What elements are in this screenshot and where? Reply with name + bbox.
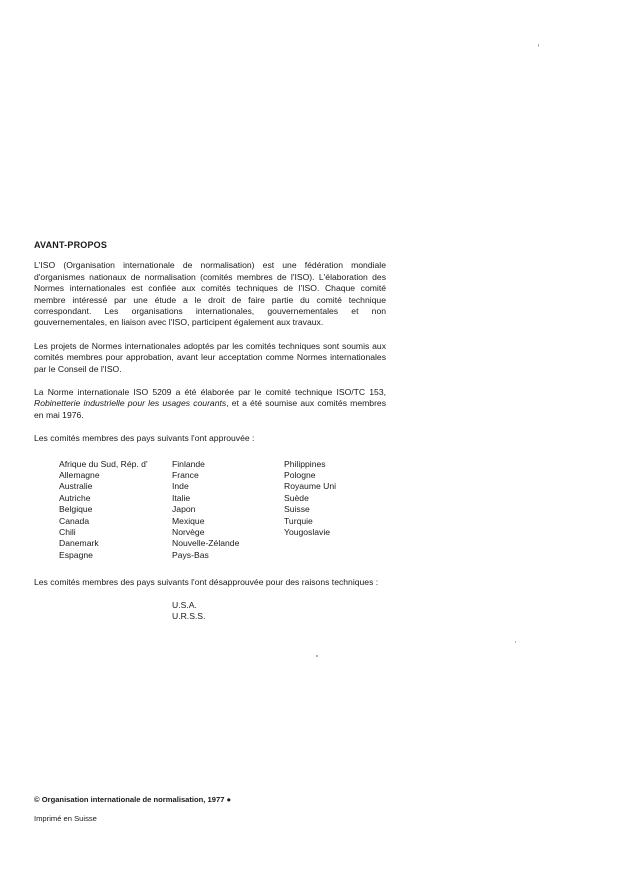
country-item: Danemark [59, 538, 99, 549]
country-item: Royaume Uni [284, 481, 337, 492]
approved-intro: Les comités membres des pays suivants l'ont approuvée : [34, 433, 255, 444]
country-item: Pays-Bas [172, 549, 209, 560]
country-item: Norvège [172, 527, 205, 538]
disapproved-countries-list [34, 600, 386, 640]
country-item: Chili [59, 527, 76, 538]
country-item: Japon [172, 504, 196, 515]
foreword-paragraph-iso: L'ISO (Organisation internationale de normalisation) est une fédération mondiale d'organismes nationaux de normalisation (comités membres de l'ISO). L'élaboration des Normes internationales est confiée aux comités techniques de l'ISO. Chaque comité membre intéressé par une étude a le droit de faire partie du comité technique correspondant. Les organisations internationales, gouvernementales et non gouvernementales, en liaison avec l'ISO, participent également aux travaux. [34, 260, 386, 328]
country-item: Pologne [284, 470, 316, 481]
foreword-paragraph-drafts: Les projets de Normes internationales adoptés par les comités techniques sont soumis aux comités membres pour approbation, avant leur acceptation comme Normes internationales par le Conseil de l'ISO. [34, 340, 386, 374]
country-item: Afrique du Sud, Rép. d' [59, 458, 148, 469]
committee-title: Robinetterie industrielle pour les usages courants [34, 398, 227, 409]
scan-speck [515, 641, 516, 643]
disapproved-column [172, 600, 205, 623]
country-item: Italie [172, 492, 191, 503]
approved-column-3 [284, 459, 336, 539]
copyright-notice: © Organisation internationale de normalisation, 1977 ● [34, 795, 232, 804]
country-item: Finlande [172, 458, 205, 469]
country-item: Autriche [59, 492, 91, 503]
country-item: Turquie [284, 515, 313, 526]
approved-column-1 [59, 459, 148, 562]
country-item: Suède [284, 492, 309, 503]
country-item: Espagne [59, 549, 93, 560]
approved-countries-table [34, 459, 386, 563]
scan-speck [316, 655, 318, 657]
standard-text-end: , et a été soumise aux comités membres en mai 1976. [34, 398, 387, 420]
foreword-section [34, 240, 386, 640]
printed-in-notice: Imprimé en Suisse [34, 814, 97, 823]
country-item: Nouvelle-Zélande [172, 538, 240, 549]
country-item: Canada [59, 515, 90, 526]
country-item: U.S.A. [172, 600, 197, 611]
country-item: Suisse [284, 504, 310, 515]
standard-text-start: La Norme internationale ISO 5209 a été élaborée par le comité technique ISO/TC 153, [34, 387, 386, 398]
country-item: Inde [172, 481, 189, 492]
country-item: Australie [59, 481, 93, 492]
disapproved-intro: Les comités membres des pays suivants l'ont désapprouvée pour des raisons techniques : [34, 576, 379, 587]
country-item: Yougoslavie [284, 527, 331, 538]
page-footer [34, 795, 231, 824]
country-item: Belgique [59, 504, 93, 515]
foreword-title: AVANT-PROPOS [34, 240, 108, 250]
country-item: Allemagne [59, 470, 100, 481]
country-item: Philippines [284, 458, 326, 469]
scan-speck [538, 44, 539, 47]
approved-column-2 [172, 459, 239, 562]
country-item: France [172, 470, 199, 481]
country-item: Mexique [172, 515, 205, 526]
foreword-paragraph-standard [34, 387, 386, 421]
country-item: U.R.S.S. [172, 611, 206, 622]
